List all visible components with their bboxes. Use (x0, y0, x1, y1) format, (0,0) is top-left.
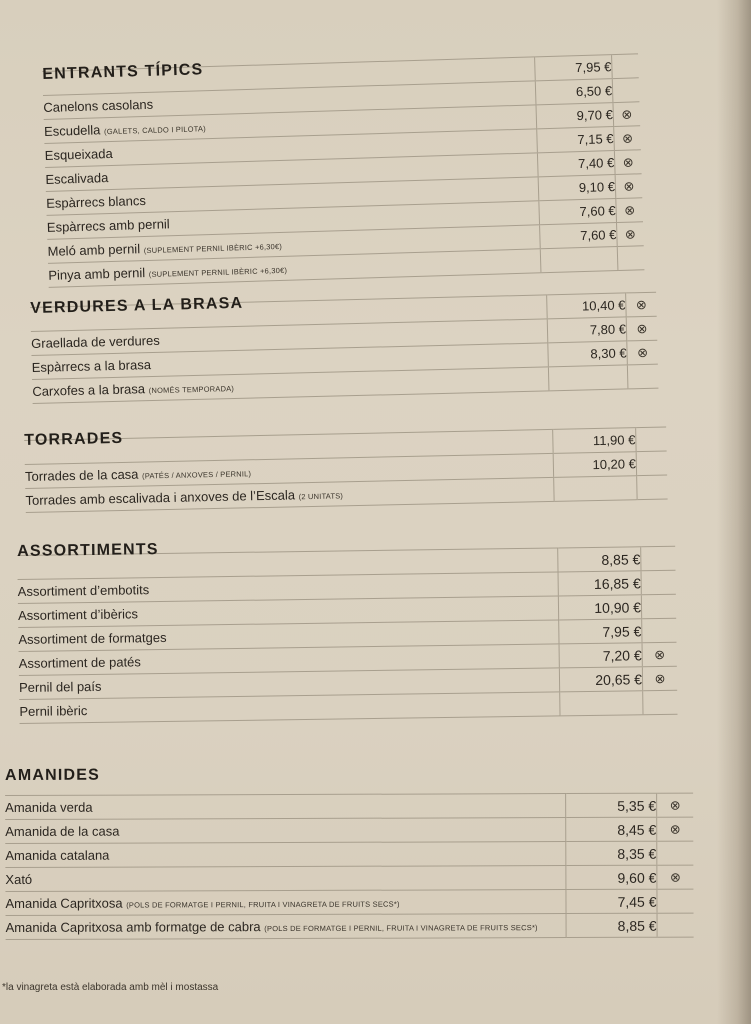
gluten-free-icon (641, 546, 676, 570)
item-price (548, 365, 628, 391)
item-name-cell (5, 890, 566, 916)
menu-table (17, 546, 677, 724)
gluten-free-icon (636, 427, 667, 452)
item-note: (GALETS, CALDO I PILOTA) (103, 124, 206, 137)
item-price: 8,85 € (566, 913, 657, 937)
gluten-free-icon (657, 889, 694, 913)
gluten-free-icon: ⊗ (657, 865, 694, 889)
menu-table-body (17, 546, 677, 723)
menu-item-row (5, 841, 693, 867)
gluten-free-icon: ⊗ (617, 222, 644, 247)
page-edge-shadow (717, 0, 751, 1024)
item-price (554, 476, 637, 502)
item-note: (NOMÉS TEMPORADA) (148, 384, 235, 396)
gluten-free-icon (657, 913, 694, 937)
item-name: Espàrrecs a la brasa (31, 357, 152, 375)
item-name: Assortiment de patés (18, 654, 141, 671)
item-note: (SUPLEMENT PERNIL IBÈRIC +6,30€) (143, 241, 283, 256)
section-entrants (42, 44, 644, 288)
section-title: VERDURES A LA BRASA (30, 294, 244, 317)
item-name-cell (5, 794, 566, 820)
gluten-free-icon: ⊗ (657, 817, 694, 841)
gluten-free-icon: ⊗ (627, 340, 658, 365)
item-name: Pernil ibèric (19, 703, 88, 719)
gluten-free-icon: ⊗ (614, 126, 641, 151)
item-name: Escalivada (45, 170, 109, 187)
menu-item-row (6, 913, 694, 939)
item-price: 8,45 € (566, 817, 657, 841)
item-price: 8,30 € (548, 341, 628, 367)
gluten-free-icon (641, 570, 676, 594)
item-price: 20,65 € (559, 667, 642, 692)
menu-item-row (5, 817, 693, 843)
item-note: (PATÉS / ANXOVES / PERNIL) (142, 469, 252, 481)
menu-table (5, 793, 694, 940)
gluten-free-icon: ⊗ (616, 198, 643, 223)
item-name: Canelons casolans (43, 96, 154, 115)
gluten-free-icon (641, 594, 676, 618)
gluten-free-icon: ⊗ (657, 793, 694, 817)
gluten-free-icon: ⊗ (615, 174, 642, 199)
item-note: (2 UNITATS) (298, 491, 344, 502)
item-name: Assortiment d’embotits (17, 582, 150, 599)
menu-item-row (5, 889, 693, 915)
item-price (560, 691, 643, 716)
item-name: Pernil del país (18, 678, 102, 695)
section-title: TORRADES (24, 429, 124, 449)
gluten-free-icon (636, 451, 667, 476)
item-price: 6,50 € (535, 79, 613, 105)
item-name: Espàrrecs blancs (45, 192, 147, 211)
gluten-free-icon (642, 618, 677, 642)
item-note: (SUPLEMENT PERNIL IBÈRIC +6,30€) (148, 265, 288, 279)
item-price: 8,35 € (566, 841, 657, 865)
gluten-free-icon: ⊗ (642, 642, 677, 666)
item-note: (POLS DE FORMATGE I PERNIL, FRUITA I VINAGRETA DE FRUITS SECS*) (126, 899, 400, 910)
item-price: 16,85 € (558, 571, 641, 596)
item-price: 7,95 € (559, 619, 642, 644)
item-name-cell (5, 842, 566, 868)
gluten-free-icon (657, 841, 694, 865)
footnote: *la vinagreta està elaborada amb mèl i mostassa (2, 982, 219, 993)
menu-item-row (5, 865, 693, 891)
item-price: 10,40 € (547, 293, 627, 319)
menu-table-body (5, 793, 693, 939)
item-price: 9,70 € (536, 103, 614, 129)
item-name: Esqueixada (44, 145, 113, 163)
gluten-free-icon (612, 78, 639, 103)
section-torrades (24, 415, 668, 513)
item-name-cell (5, 866, 566, 892)
item-price: 7,95 € (535, 55, 613, 81)
item-name: Escudella (43, 122, 101, 139)
item-name: Amanida verda (5, 799, 93, 815)
gluten-free-icon: ⊗ (614, 150, 641, 175)
item-name: Pinya amb pernil (48, 265, 146, 283)
item-name: Meló amb pernil (47, 241, 141, 259)
item-name: Graellada de verdures (30, 332, 160, 351)
item-name: Amanida Capritxosa amb formatge de cabra (5, 919, 261, 935)
section-title: ENTRANTS TÍPICS (42, 61, 204, 83)
item-price: 7,15 € (537, 127, 615, 153)
item-name-cell (6, 914, 567, 940)
item-name: Amanida catalana (5, 847, 110, 863)
menu-item-row (5, 793, 693, 819)
menu-table-body (42, 54, 644, 288)
item-name: Carxofes a la brasa (32, 381, 146, 399)
item-name: Espàrrecs amb pernil (46, 216, 170, 235)
gluten-free-icon: ⊗ (642, 666, 677, 690)
item-price: 7,60 € (540, 223, 618, 249)
item-price: 11,90 € (553, 428, 636, 454)
item-name: Assortiment d’ibèrics (17, 606, 139, 623)
item-price: 8,85 € (558, 547, 641, 572)
item-name: Amanida Capritxosa (5, 895, 123, 911)
section-title: AMANIDES (5, 766, 101, 784)
gluten-free-icon (627, 364, 658, 389)
item-price: 7,45 € (566, 889, 657, 913)
item-note: (POLS DE FORMATGE I PERNIL, FRUITA I VINAGRETA DE FRUITS SECS*) (264, 923, 538, 934)
gluten-free-icon (643, 690, 678, 714)
gluten-free-icon (612, 54, 639, 79)
item-price: 9,10 € (538, 175, 616, 201)
section-assortiments (17, 530, 678, 724)
item-price: 7,60 € (539, 199, 617, 225)
item-price: 9,60 € (566, 865, 657, 889)
section-title: ASSORTIMENTS (17, 541, 159, 560)
item-price: 10,20 € (553, 452, 636, 478)
item-name: Assortiment de formatges (18, 629, 167, 647)
item-price: 7,80 € (547, 317, 627, 343)
item-name: Xató (5, 871, 33, 887)
section-verdures (30, 281, 658, 404)
gluten-free-icon: ⊗ (626, 292, 657, 317)
item-name: Torrades de la casa (24, 466, 139, 484)
item-price: 10,90 € (558, 595, 641, 620)
menu-table (42, 53, 644, 288)
item-name: Amanida de la casa (5, 823, 120, 839)
item-price: 5,35 € (566, 793, 657, 817)
gluten-free-icon (617, 246, 644, 271)
gluten-free-icon (637, 475, 668, 500)
item-price (540, 247, 618, 273)
section-amanides (5, 761, 694, 940)
gluten-free-icon: ⊗ (613, 102, 640, 127)
item-name: Torrades amb escalivada i anxoves de l’Escala (25, 487, 296, 508)
item-name-cell (5, 818, 566, 844)
item-price: 7,40 € (537, 151, 615, 177)
gluten-free-icon: ⊗ (626, 316, 657, 341)
item-price: 7,20 € (559, 643, 642, 668)
